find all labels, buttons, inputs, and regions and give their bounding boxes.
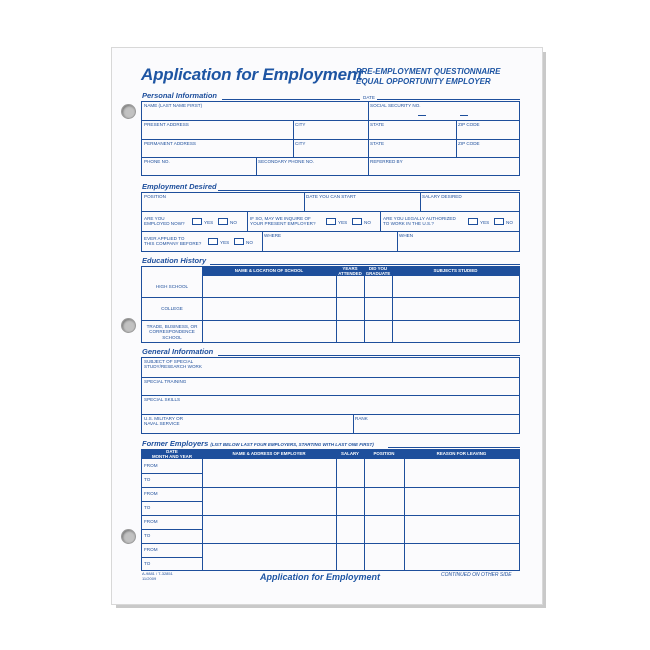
row-divider: [142, 487, 519, 488]
form-number: [142, 572, 173, 581]
from-date-field[interactable]: FROM: [144, 547, 158, 552]
school-name-header: NAME & LOCATION OF SCHOOL: [234, 268, 304, 273]
row-divider: [142, 231, 519, 232]
col-divider: [397, 231, 398, 251]
header-line: MONTH AND YEAR: [151, 453, 192, 459]
authorized-no-checkbox[interactable]: [494, 218, 504, 225]
application-form-sheet: [111, 47, 543, 605]
section-rule: [218, 190, 520, 191]
row-divider: [142, 543, 519, 544]
secondary-phone-field[interactable]: SECONDARY PHONE NO.: [258, 159, 314, 164]
inquire-no-checkbox[interactable]: [352, 218, 362, 225]
form-code: A-9881 / T-32851: [142, 571, 173, 576]
subtitle-line-1: PRE-EMPLOYMENT QUESTIONNAIRE: [356, 67, 501, 76]
row-divider: [142, 139, 519, 140]
header-line: ATTENDED: [338, 270, 362, 276]
former-employers-heading: Former Employers: [142, 439, 209, 448]
col-divider: [364, 267, 365, 342]
no-label: NO: [506, 220, 513, 225]
label-line: ARE YOU: [144, 216, 165, 221]
row-divider: [142, 377, 519, 378]
yes-label: YES: [480, 220, 490, 225]
col-divider: [368, 102, 369, 175]
yes-label: YES: [338, 220, 348, 225]
punch-hole: [121, 318, 136, 333]
reason-header: REASON FOR LEAVING: [436, 451, 487, 456]
graduate-header: [364, 267, 392, 276]
military-service-field[interactable]: [144, 416, 183, 426]
employed-now-yes-checkbox[interactable]: [192, 218, 202, 225]
col-divider: [293, 120, 294, 157]
footer-title: Application for Employment: [260, 572, 381, 582]
col-divider: [262, 231, 263, 251]
start-date-field[interactable]: DATE YOU CAN START: [306, 194, 356, 199]
col-divider: [456, 120, 457, 157]
section-education-history: Education History: [142, 256, 207, 265]
applied-where-field[interactable]: WHERE: [264, 233, 282, 238]
employed-now-label: [144, 216, 185, 226]
special-study-field[interactable]: [144, 359, 202, 369]
special-training-field[interactable]: SPECIAL TRAINING: [144, 379, 187, 384]
label-line: EMPLOYED NOW?: [144, 221, 185, 226]
form-subtitle: [356, 67, 500, 87]
punch-hole: [121, 104, 136, 119]
col-divider: [247, 211, 248, 231]
col-divider: [380, 211, 381, 231]
to-date-field[interactable]: TO: [144, 477, 151, 482]
special-skills-field[interactable]: SPECIAL SKILLS: [144, 397, 181, 402]
ssn-field[interactable]: SOCIAL SECURITY NO.: [370, 103, 421, 108]
to-date-field[interactable]: TO: [144, 561, 151, 566]
salary-desired-field[interactable]: SALARY DESIRED: [422, 194, 462, 199]
col-divider: [392, 267, 393, 342]
employer-name-header: NAME & ADDRESS OF EMPLOYER: [232, 451, 306, 456]
inquire-yes-checkbox[interactable]: [326, 218, 336, 225]
name-field[interactable]: NAME (LAST NAME FIRST): [144, 103, 203, 108]
col-divider: [364, 450, 365, 570]
row-divider: [142, 557, 202, 558]
permanent-address-field[interactable]: PERMANENT ADDRESS: [144, 141, 196, 146]
header-line: YEARS: [342, 266, 358, 271]
former-employers-table: [141, 449, 520, 571]
present-city-field[interactable]: CITY: [295, 122, 306, 127]
no-label: NO: [246, 240, 253, 245]
permanent-zip-field[interactable]: ZIP CODE: [458, 141, 480, 146]
label-line: IF SO, MAY WE INQUIRE OF: [250, 216, 311, 221]
section-rule: [388, 447, 520, 448]
row-divider: [142, 473, 202, 474]
form-title: Application for Employment: [141, 65, 363, 84]
permanent-city-field[interactable]: CITY: [295, 141, 306, 146]
row-divider: [142, 395, 519, 396]
authorized-label: [383, 216, 456, 226]
subjects-header: SUBJECTS STUDIED: [433, 268, 478, 273]
label-line: TRADE, BUSINESS, OR: [146, 324, 198, 329]
referred-by-field[interactable]: REFERRED BY: [370, 159, 403, 164]
present-zip-field[interactable]: ZIP CODE: [458, 122, 480, 127]
section-general-information: General Information: [142, 347, 214, 356]
education-table: [141, 266, 520, 343]
general-info-table: [141, 357, 520, 434]
employed-now-no-checkbox[interactable]: [218, 218, 228, 225]
row-divider: [142, 157, 519, 158]
col-divider: [336, 450, 337, 570]
years-attended-header: [336, 267, 364, 276]
section-rule: [218, 355, 520, 356]
header-line: DID YOU: [368, 266, 388, 271]
label-line: EVER APPLIED TO: [144, 236, 185, 241]
col-divider: [420, 193, 421, 211]
row-divider: [142, 297, 519, 298]
col-divider: [256, 157, 257, 175]
section-rule: [210, 264, 520, 265]
punch-hole: [121, 529, 136, 544]
date-header: [142, 450, 202, 459]
salary-header: SALARY: [341, 451, 359, 456]
phone-field[interactable]: PHONE NO.: [144, 159, 170, 164]
applied-when-field[interactable]: WHEN: [399, 233, 414, 238]
label-line: SUBJECT OF SPECIAL: [144, 359, 194, 364]
section-former-employers: [142, 439, 374, 448]
yes-label: YES: [220, 240, 230, 245]
position-field[interactable]: POSITION: [144, 194, 166, 199]
no-label: NO: [230, 220, 237, 225]
label-line: ARE YOU LEGALLY AUTHORIZED: [383, 216, 456, 221]
row-divider: [142, 120, 519, 121]
permanent-state-field[interactable]: STATE: [370, 141, 385, 146]
position-header: POSITION: [373, 451, 395, 456]
col-divider: [202, 267, 203, 342]
section-rule: [222, 99, 360, 100]
label-line: SCHOOL: [162, 334, 182, 340]
personal-info-table: [141, 101, 520, 176]
header-line: GRADUATE: [365, 270, 391, 276]
from-date-field[interactable]: FROM: [144, 491, 158, 496]
present-address-field[interactable]: PRESENT ADDRESS: [144, 122, 189, 127]
label-line: THIS COMPANY BEFORE?: [144, 241, 202, 246]
label-line: NAVAL SERVICE: [144, 421, 180, 426]
date-label: DATE: [363, 95, 375, 100]
col-divider: [336, 267, 337, 342]
applied-no-checkbox[interactable]: [234, 238, 244, 245]
present-state-field[interactable]: STATE: [370, 122, 385, 127]
label-line: STUDY/RESEARCH WORK: [144, 364, 202, 369]
to-date-field[interactable]: TO: [144, 533, 151, 538]
row-divider: [142, 501, 202, 502]
rank-field[interactable]: RANK: [355, 416, 368, 421]
label-line: YOUR PRESENT EMPLOYER?: [250, 221, 316, 226]
row-divider: [142, 515, 519, 516]
date-field[interactable]: [377, 99, 520, 100]
row-divider: [142, 211, 519, 212]
no-label: NO: [364, 220, 371, 225]
ssn-dash: [418, 115, 426, 116]
former-employers-note: (LIST BELOW LAST FOUR EMPLOYERS, STARTING WITH LAST ONE FIRST): [210, 442, 374, 447]
yes-label: YES: [204, 220, 214, 225]
high-school-row-label: HIGH SCHOOL: [155, 284, 189, 289]
col-divider: [404, 450, 405, 570]
to-date-field[interactable]: TO: [144, 505, 151, 510]
from-date-field[interactable]: FROM: [144, 463, 158, 468]
applied-yes-checkbox[interactable]: [208, 238, 218, 245]
subtitle-line-2: EQUAL OPPORTUNITY EMPLOYER: [356, 77, 491, 86]
row-divider: [142, 529, 202, 530]
applied-before-label: [144, 236, 201, 246]
col-divider: [304, 193, 305, 211]
college-row-label: COLLEGE: [161, 306, 183, 311]
employment-desired-table: [141, 192, 520, 252]
row-divider: [142, 414, 519, 415]
label-line: U.S. MILITARY OR: [144, 416, 184, 421]
continued-note: CONTINUED ON OTHER SIDE: [441, 572, 512, 578]
ssn-dash: [460, 115, 468, 116]
inquire-label: [250, 216, 316, 226]
label-line: CORRESPONDENCE: [149, 329, 195, 335]
from-date-field[interactable]: FROM: [144, 519, 158, 524]
form-revision-date: 11/2009: [142, 575, 157, 581]
trade-school-row-label: [142, 324, 202, 340]
col-divider: [353, 414, 354, 433]
section-personal-information: Personal Information: [142, 91, 218, 100]
header-line: DATE: [166, 449, 178, 454]
label-line: TO WORK IN THE U.S.?: [383, 221, 434, 226]
row-divider: [142, 320, 519, 321]
authorized-yes-checkbox[interactable]: [468, 218, 478, 225]
col-divider: [202, 450, 203, 570]
section-employment-desired: Employment Desired: [142, 182, 217, 191]
